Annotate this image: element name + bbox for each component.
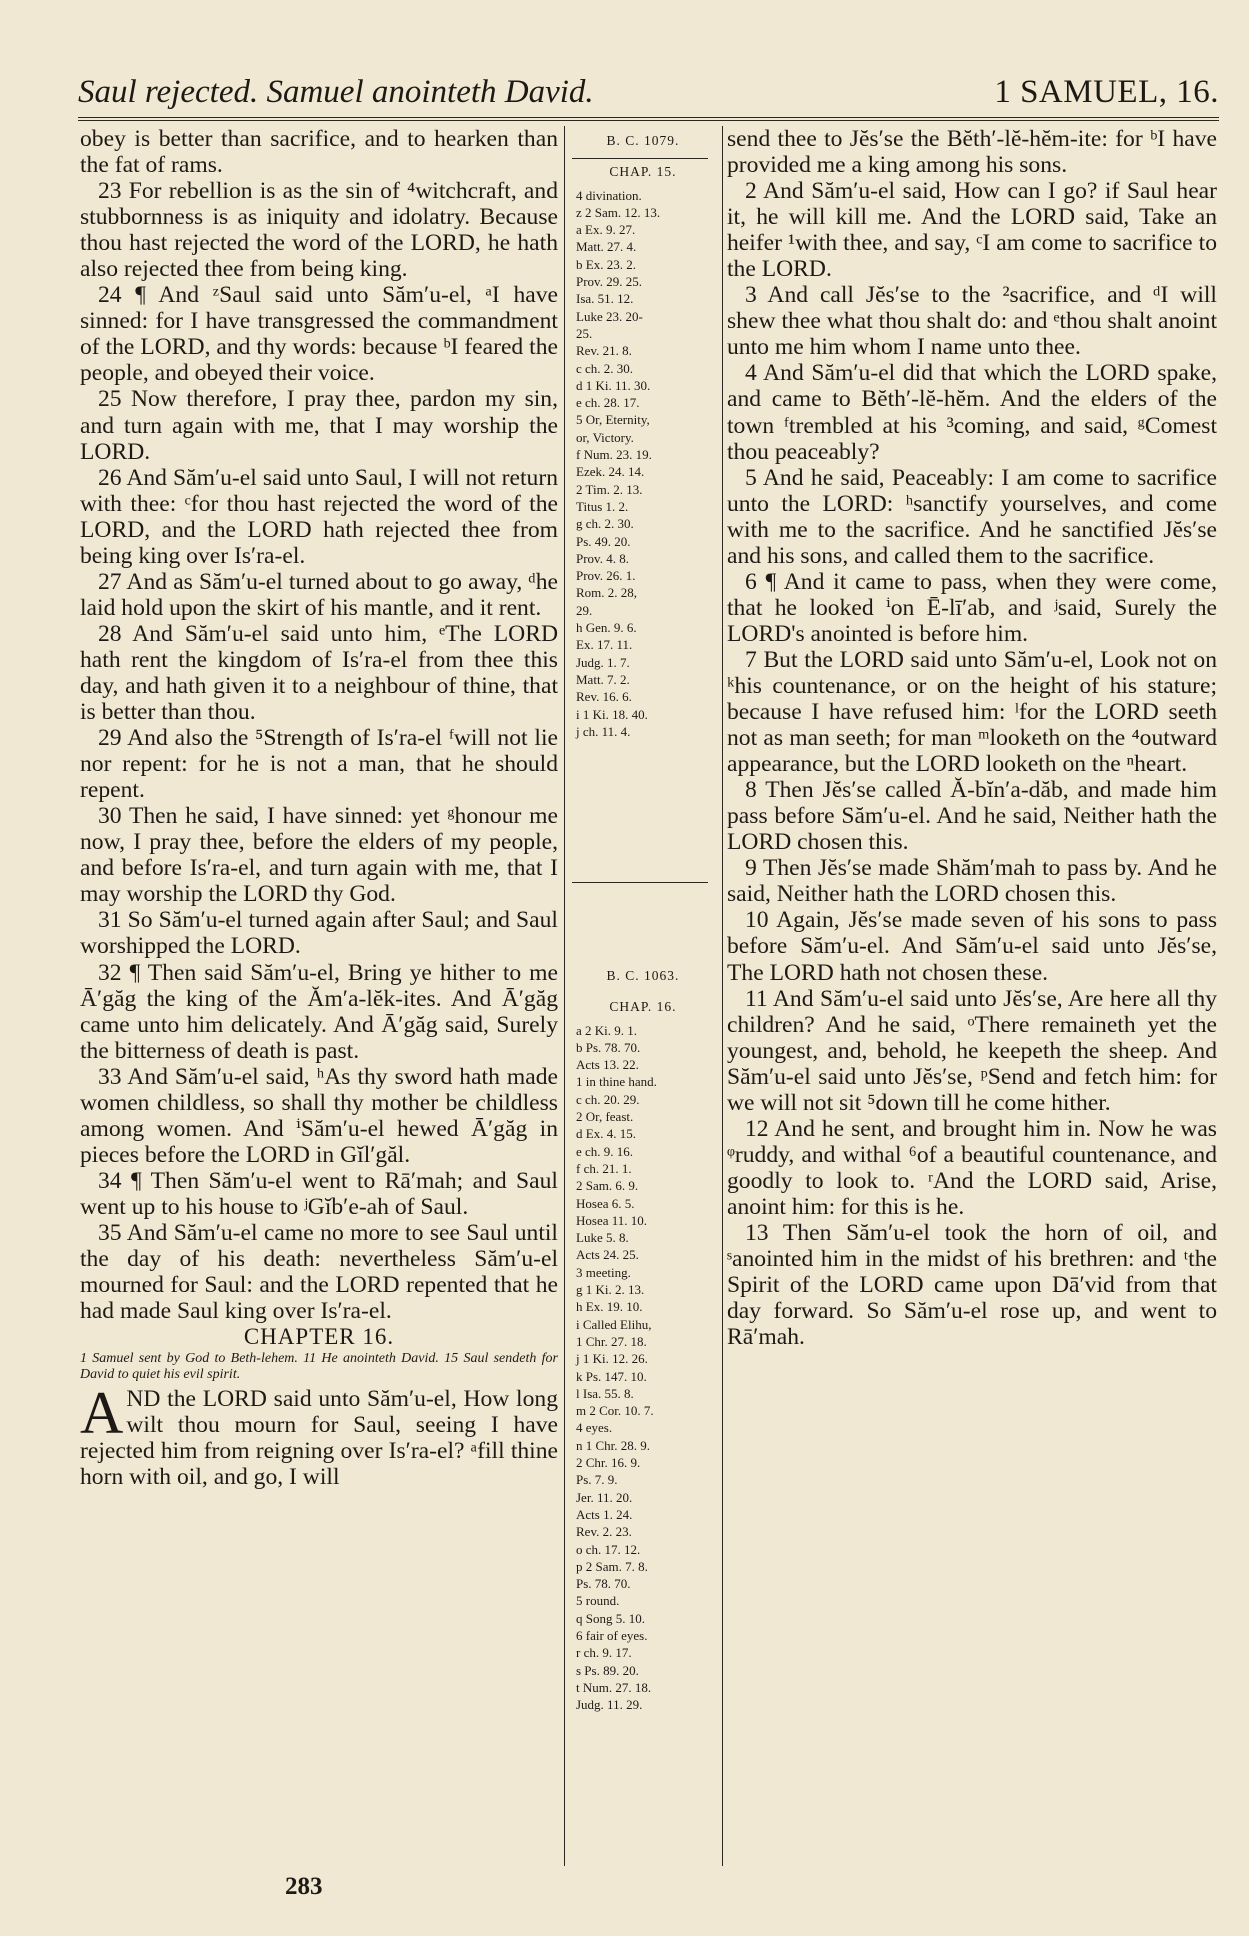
cross-reference-column	[568, 126, 718, 1866]
cross-reference-item: Rev. 2. 23.	[576, 1524, 632, 1540]
cross-reference-item: e ch. 9. 16.	[576, 1143, 634, 1159]
cross-reference-item: p 2 Sam. 7. 8.	[576, 1558, 648, 1574]
column-divider-right	[722, 126, 723, 1866]
cross-reference-item: n 1 Chr. 28. 9.	[576, 1437, 651, 1453]
header-rule	[78, 117, 1219, 121]
cross-reference-item: j 1 Ki. 12. 26.	[576, 1351, 648, 1367]
cross-references-chapter-15	[568, 126, 718, 740]
cross-reference-item: 5 round.	[576, 1593, 620, 1609]
cross-reference-item: Acts 1. 24.	[576, 1506, 633, 1522]
verse-23: 23 For rebellion is as the sin of ⁴witchcraft, and stubbornness is as iniquity and idolatry. Because thou hast rejected the word of the LORD, he hath also rejected thee from being king.	[80, 178, 558, 283]
cross-reference-item: b Ps. 78. 70.	[576, 1039, 641, 1055]
cross-reference-item: j ch. 11. 4.	[576, 723, 631, 739]
cross-reference-item: Hosea 11. 10.	[576, 1212, 648, 1228]
cross-reference-item: 3 meeting.	[576, 1264, 631, 1280]
cross-reference-item: i Called Elihu,	[576, 1316, 652, 1332]
cross-reference-item: h Gen. 9. 6.	[576, 620, 637, 636]
verse-11: 11 And Săm′u-el said unto Jĕs′se, Are here all thy children? And he said, ᵒThere remaineth yet the youngest, and, behold, he keepeth the sheep. And Săm′u-el said unto Jĕs′se, ᵖSend and fetch him: for we will not sit ⁵down till he come hither.	[727, 985, 1217, 1116]
cross-reference-item: Rev. 21. 8.	[576, 343, 632, 359]
verse-1-text: ND the LORD said unto Săm′u-el, How long wilt thou mourn for Saul, seeing I have rejected him from reigning over Is′ra-el? ᵃfill thine horn with oil, and go, I will	[80, 1386, 558, 1491]
verse-27: 27 And as Săm′u-el turned about to go away, ᵈhe laid hold upon the skirt of his mantle, and it rent.	[80, 568, 558, 621]
verse-1-continued: send thee to Jĕs′se the Bĕth′-lĕ-hĕm-ite: for ᵇI have provided me a king among his sons.	[727, 126, 1217, 179]
cross-reference-item: Jer. 11. 20.	[576, 1489, 633, 1505]
cross-reference-item: Ps. 49. 20.	[576, 533, 631, 549]
verse-6: 6 ¶ And it came to pass, when they were come, that he looked ⁱon Ē-lī′ab, and ʲsaid, Surely the LORD's anointed is before him.	[727, 568, 1217, 647]
verse-3: 3 And call Jĕs′se to the ²sacrifice, and ᵈI will shew thee what thou shalt do: and ᵉthou shalt anoint unto me him whom I name unto thee.	[727, 282, 1217, 361]
cross-reference-item: Matt. 27. 4.	[576, 239, 637, 255]
cross-reference-item: f Num. 23. 19.	[576, 447, 652, 463]
cross-reference-item: g 1 Ki. 2. 13.	[576, 1282, 645, 1298]
running-header	[78, 68, 1219, 120]
verse-8: 8 Then Jĕs′se called Ă-bĭn′a-dăb, and made him pass before Săm′u-el. And he said, Neither hath the LORD chosen this.	[727, 777, 1217, 856]
cross-reference-item: 1 Chr. 27. 18.	[576, 1333, 647, 1349]
cross-reference-item: 1 in thine hand.	[576, 1074, 657, 1090]
cross-reference-item: k Ps. 147. 10.	[576, 1368, 647, 1384]
verse-28: 28 And Săm′u-el said unto him, ᵉThe LORD hath rent the kingdom of Is′ra-el from thee this day, and hath given it to a neighbour of thine, that is better than thou.	[80, 620, 558, 726]
cross-reference-item: z 2 Sam. 12. 13.	[576, 204, 661, 220]
verse-1	[80, 1380, 558, 1491]
cross-reference-item: Acts 24. 25.	[576, 1247, 639, 1263]
cross-reference-item: or, Victory.	[576, 429, 634, 445]
cross-reference-item: 2 Or, feast.	[576, 1109, 634, 1125]
cross-reference-item: Judg. 11. 29.	[576, 1697, 643, 1713]
verse-32: 32 ¶ Then said Săm′u-el, Bring ye hither to me Ā′găg the king of the Ăm′a-lĕk-ites. And Ā′găg came unto him delicately. And Ā′găg said, Surely the bitterness of death is past.	[80, 959, 558, 1064]
cross-reference-item: 2 Sam. 6. 9.	[576, 1178, 639, 1194]
cross-reference-item: i 1 Ki. 18. 40.	[576, 706, 648, 722]
cross-reference-item: 4 eyes.	[576, 1420, 613, 1436]
cross-reference-item: Judg. 1. 7.	[576, 654, 630, 670]
cross-reference-item: Ex. 17. 11.	[576, 637, 633, 653]
verse-25: 25 Now therefore, I pray thee, pardon my sin, and turn again with me, that I may worship the LORD.	[80, 386, 558, 465]
verse-13: 13 Then Săm′u-el took the horn of oil, and ˢanointed him in the midst of his brethren: and ᵗthe Spirit of the LORD came upon Dā′vid from that day forward. So Săm′u-el rose up, and went to Rā′mah.	[727, 1219, 1217, 1351]
column-divider-left	[564, 126, 565, 1866]
verse-29: 29 And also the ⁵Strength of Is′ra-el ᶠwill not lie nor repent: for he is not a man, that he should repent.	[80, 725, 558, 804]
cross-reference-item: Matt. 7. 2.	[576, 671, 630, 687]
cross-reference-item: Ezek. 24. 14.	[576, 464, 645, 480]
cross-reference-item: a Ex. 9. 27.	[576, 222, 636, 238]
cross-reference-item: g ch. 2. 30.	[576, 516, 634, 532]
cross-reference-item: h Ex. 19. 10.	[576, 1299, 643, 1315]
left-text-column	[80, 126, 558, 1866]
divider	[572, 158, 708, 159]
book-chapter-label: 1 SAMUEL, 16.	[994, 74, 1219, 110]
cross-reference-item: Prov. 4. 8.	[576, 550, 629, 566]
cross-reference-item: Isa. 51. 12.	[576, 291, 634, 307]
cross-reference-item: q Song 5. 10.	[576, 1610, 645, 1626]
cross-reference-item: e ch. 28. 17.	[576, 395, 640, 411]
verse-5: 5 And he said, Peaceably: I am come to sacrifice unto the LORD: ʰsanctify yourselves, and come with me to the sacrifice. And he sanctified Jĕs′se and his sons, and called them to the sacrifice.	[727, 464, 1217, 569]
chapter-label: CHAP. 15.	[609, 164, 677, 180]
cross-reference-item: c ch. 2. 30.	[576, 360, 634, 376]
running-title: Saul rejected. Samuel anointeth David.	[78, 74, 594, 110]
right-text-column	[727, 126, 1217, 1866]
cross-reference-item: Prov. 29. 25.	[576, 274, 642, 290]
cross-reference-item: d Ex. 4. 15.	[576, 1126, 636, 1142]
cross-reference-item: Luke 23. 20-	[576, 308, 643, 324]
chapter-heading: CHAPTER 16.	[243, 1324, 395, 1350]
verse-12: 12 And he sent, and brought him in. Now he was ᵠruddy, and withal ⁶of a beautiful countenance, and goodly to look to. ʳAnd the LORD said, Arise, anoint him: for this is he.	[727, 1115, 1217, 1220]
cross-reference-item: m 2 Cor. 10. 7.	[576, 1403, 654, 1419]
cross-reference-item: 2 Tim. 2. 13.	[576, 481, 643, 497]
cross-reference-item: l Isa. 55. 8.	[576, 1385, 634, 1401]
verse-31: 31 So Săm′u-el turned again after Saul; and Saul worshipped the LORD.	[80, 907, 558, 960]
cross-reference-item: 29.	[576, 602, 593, 618]
reference-list	[568, 1022, 718, 1714]
cross-reference-item: b Ex. 23. 2.	[576, 256, 636, 272]
cross-reference-item: d 1 Ki. 11. 30.	[576, 377, 651, 393]
cross-reference-item: Acts 13. 22.	[576, 1057, 639, 1073]
cross-reference-item: o ch. 17. 12.	[576, 1541, 641, 1557]
cross-reference-item: Titus 1. 2.	[576, 498, 629, 514]
cross-reference-item: a 2 Ki. 9. 1.	[576, 1022, 638, 1038]
cross-reference-item: Rev. 16. 6.	[576, 689, 632, 705]
cross-reference-item: f ch. 21. 1.	[576, 1160, 632, 1176]
cross-reference-item: Ps. 7. 9.	[576, 1472, 618, 1488]
cross-reference-item: s Ps. 89. 20.	[576, 1662, 639, 1678]
cross-reference-item: r ch. 9. 17.	[576, 1645, 632, 1661]
cross-reference-item: Rom. 2. 28,	[576, 585, 638, 601]
cross-reference-item: 5 Or, Eternity,	[576, 412, 650, 428]
date-label: B. C. 1079.	[606, 133, 680, 148]
cross-reference-item: Hosea 6. 5.	[576, 1195, 635, 1211]
cross-reference-item: 25.	[576, 325, 593, 341]
verse-26: 26 And Săm′u-el said unto Saul, I will not return with thee: ᶜfor thou hast rejected the word of the LORD, and the LORD hath rejected thee from being king over Is′ra-el.	[80, 464, 558, 569]
cross-references-chapter-16	[568, 961, 718, 1713]
verse-9: 9 Then Jĕs′se made Shăm′mah to pass by. And he said, Neither hath the LORD chosen this.	[727, 855, 1217, 908]
cross-reference-item: 2 Chr. 16. 9.	[576, 1455, 641, 1471]
drop-cap: A	[80, 1380, 124, 1447]
verse-30: 30 Then he said, I have sinned: yet ᵍhonour me now, I pray thee, before the elders of my people, and before Is′ra-el, and turn again with me, that I may worship the LORD thy God.	[80, 803, 558, 908]
cross-reference-item: Ps. 78. 70.	[576, 1576, 631, 1592]
cross-reference-item: c ch. 20. 29.	[576, 1091, 640, 1107]
verse-2: 2 And Săm′u-el said, How can I go? if Saul hear it, he will kill me. And the LORD said, Take an heifer ¹with thee, and say, ᶜI am come to sacrifice to the LORD.	[727, 178, 1217, 283]
verse-4: 4 And Săm′u-el did that which the LORD spake, and came to Bĕth′-lĕ-hĕm. And the elders of the town ᶠtrembled at his ³coming, and said, ᵍComest thou peaceably?	[727, 360, 1217, 465]
verse-7: 7 But the LORD said unto Săm′u-el, Look not on ᵏhis countenance, or on the height of his stature; because I have refused him: ˡfor the LORD seeth not as man seeth; for man ᵐlooketh on the ⁴outward appearance, but the LORD looketh on the ⁿheart.	[727, 646, 1217, 778]
date-label: B. C. 1063.	[606, 968, 680, 983]
chapter-summary: 1 Samuel sent by God to Beth-lehem. 11 He anointeth David. 15 Saul sendeth for David to quiet his evil spirit.	[80, 1351, 558, 1383]
cross-reference-item: 6 fair of eyes.	[576, 1627, 648, 1643]
cross-reference-item: t Num. 27. 18.	[576, 1679, 652, 1695]
verse-35: 35 And Săm′u-el came no more to see Saul until the day of his death: nevertheless Săm′u-el mourned for Saul: and the LORD repented that he had made Saul king over Is′ra-el.	[80, 1219, 558, 1325]
cross-reference-item: Prov. 26. 1.	[576, 568, 636, 584]
verse-34: 34 ¶ Then Săm′u-el went to Rā′mah; and Saul went up to his house to ʲGĭb′e-ah of Saul.	[80, 1167, 558, 1220]
divider	[572, 882, 708, 883]
reference-list	[568, 187, 718, 741]
cross-reference-item: 4 divination.	[576, 187, 642, 203]
chapter-label: CHAP. 16.	[609, 999, 677, 1015]
cross-reference-item: Luke 5. 8.	[576, 1230, 629, 1246]
verse-24: 24 ¶ And ᶻSaul said unto Săm′u-el, ᵃI have sinned: for I have transgressed the commandment of the LORD, and thy words: because ᵇI feared the people, and obeyed their voice.	[80, 282, 558, 387]
verse-33: 33 And Săm′u-el said, ʰAs thy sword hath made women childless, so shall thy mother be childless among women. And ⁱSăm′u-el hewed Ā′găg in pieces before the LORD in Gĭl′găl.	[80, 1063, 558, 1168]
verse-text: obey is better than sacrifice, and to hearken than the fat of rams.	[80, 126, 558, 179]
verse-10: 10 Again, Jĕs′se made seven of his sons to pass before Săm′u-el. And Săm′u-el said unto Jĕs′se, The LORD hath not chosen these.	[727, 907, 1217, 986]
page-number: 283	[285, 1873, 323, 1900]
